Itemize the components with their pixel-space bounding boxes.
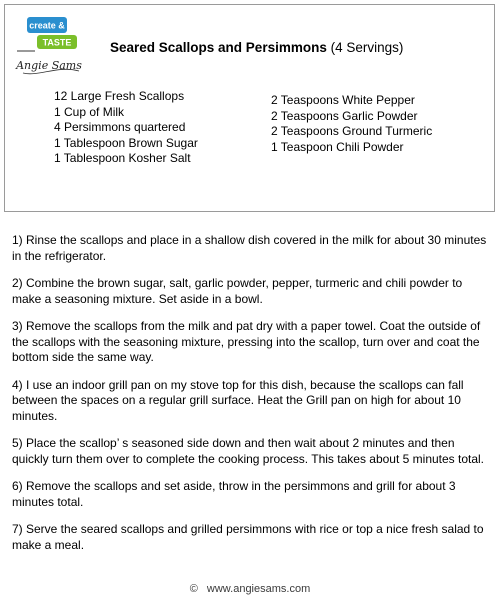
recipe-servings: (4 Servings) (330, 40, 404, 55)
footer (0, 583, 500, 595)
instruction-step: 2) Combine the brown sugar, salt, garlic powder, pepper, turmeric and chili powder to make a seasoning mixture. Set aside in a bowl. (12, 276, 463, 306)
ingredient-item: 1 Tablespoon Brown Sugar (54, 135, 198, 150)
ingredient-item: 1 Cup of Milk (54, 104, 125, 119)
recipe-title: Seared Scallops and Persimmons (110, 40, 327, 55)
ingredient-item: 1 Tablespoon Kosher Salt (54, 151, 191, 165)
instruction-step: 4) I use an indoor grill pan on my stove top for this dish, because the scallops can fall between the spaces on a regular grill surface. Heat the Grill pan on high for about 10 minutes. (12, 377, 464, 423)
ingredient-list-left (54, 89, 198, 167)
website-link[interactable]: www.angiesams.com (206, 583, 311, 595)
ingredient-item: 12 Large Fresh Scallops (54, 89, 185, 103)
ingredient-list-right (271, 93, 432, 155)
instruction-step: 7) Serve the seared scallops and grilled persimmons with rice or top a nice fresh salad to make a meal. (12, 522, 484, 552)
ingredient-item: 2 Teaspoons White Pepper (271, 93, 415, 107)
instruction-step: 5) Place the scallop’ s seasoned side down and then wait about 2 minutes and then quickly turn them over to complete the cooking process. This takes about 5 minutes total. (12, 436, 485, 466)
ingredient-item: 4 Persimmons quartered (54, 120, 186, 134)
instruction-step: 1) Rinse the scallops and place in a shallow dish covered in the milk for about 30 minutes in the refrigerator. (12, 233, 487, 263)
instructions (12, 233, 490, 565)
logo-line1: create & (29, 20, 65, 31)
logo-line2: TASTE (42, 37, 72, 48)
copyright-symbol: © (189, 583, 198, 595)
recipe-heading (110, 40, 403, 55)
instruction-step: 6) Remove the scallops and set aside, throw in the persimmons and grill for about 3 minutes total. (12, 479, 456, 509)
create-and-taste-logo (13, 15, 89, 79)
instruction-step: 3) Remove the scallops from the milk and pat dry with a paper towel. Coat the outside of the scallops with the seasoning mixture, pressing into the scallop, turn over and coat the bottom side the same way. (12, 319, 481, 364)
ingredient-item: 2 Teaspoons Garlic Powder (271, 108, 418, 123)
logo-signature: Angie Sams (16, 59, 82, 72)
recipe-card (4, 4, 495, 212)
ingredient-item: 1 Teaspoon Chili Powder (271, 139, 404, 154)
ingredient-item: 2 Teaspoons Ground Turmeric (271, 124, 433, 138)
